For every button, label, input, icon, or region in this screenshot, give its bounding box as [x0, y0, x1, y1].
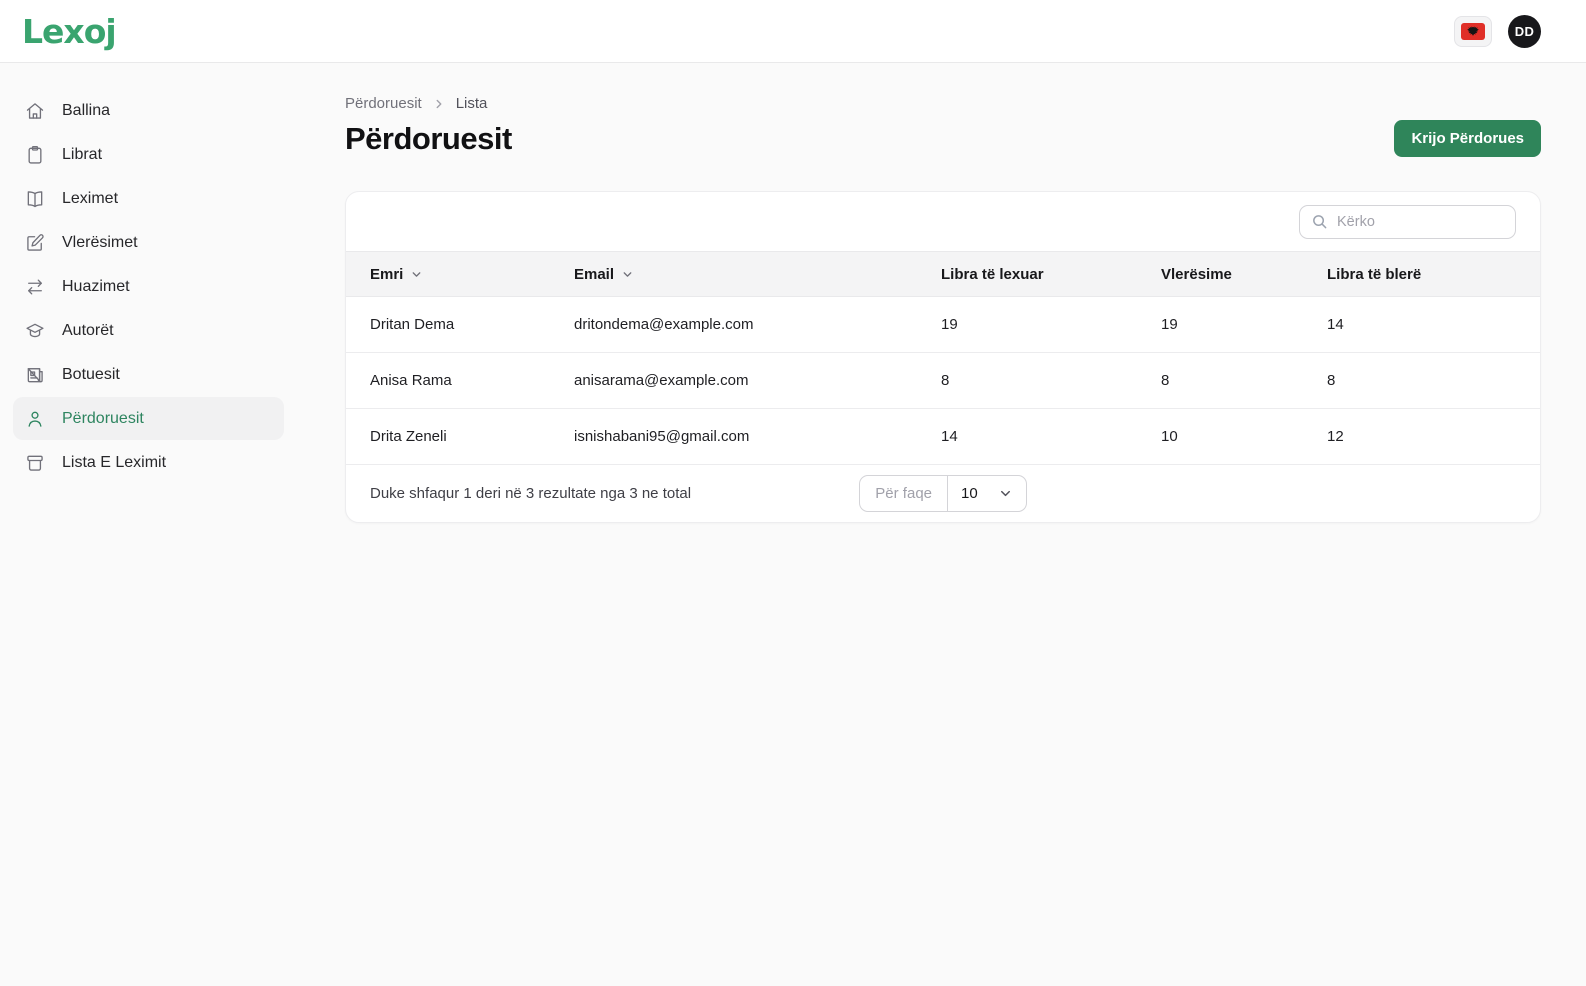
transfer-arrows-icon [25, 277, 45, 297]
home-icon [25, 101, 45, 121]
sidebar-item-label: Autorët [62, 321, 114, 339]
clipboard-icon [25, 145, 45, 165]
chevron-right-icon [432, 97, 446, 111]
sidebar-item-label: Përdoruesit [62, 409, 144, 427]
breadcrumb-parent[interactable]: Përdoruesit [345, 95, 422, 112]
header-actions [1454, 15, 1541, 48]
column-header-vleresime [1161, 266, 1327, 283]
sidebar-item-leximet[interactable] [13, 177, 284, 220]
sort-chevron-icon [621, 268, 634, 281]
sort-chevron-icon [410, 268, 423, 281]
column-header-emri[interactable] [370, 266, 574, 283]
sidebar-item-librat[interactable] [13, 133, 284, 176]
sidebar-item-autoret[interactable] [13, 309, 284, 352]
cell-name: Drita Zeneli [370, 428, 447, 445]
sidebar-item-label: Leximet [62, 189, 119, 207]
sidebar-item-label: Botuesit [62, 365, 120, 383]
table-header-row [346, 251, 1540, 297]
sidebar-item-botuesit[interactable] [13, 353, 284, 396]
column-header-label: Libra të blerë [1327, 265, 1422, 283]
table-row[interactable] [346, 353, 1540, 409]
sidebar-item-vleresimet[interactable] [13, 221, 284, 264]
sidebar-item-huazimet[interactable] [13, 265, 284, 308]
double-headed-eagle-icon [1465, 25, 1481, 37]
per-page-control [859, 475, 1026, 512]
column-header-libra-te-blere [1327, 266, 1516, 283]
search-icon [1311, 213, 1328, 230]
results-summary: Duke shfaqur 1 deri në 3 rezultate nga 3 ne total [370, 485, 692, 502]
cell-books-read: 8 [941, 372, 950, 389]
users-table-card [345, 191, 1541, 523]
cell-books-bought: 12 [1327, 428, 1344, 445]
search-input[interactable] [1337, 214, 1504, 230]
graduation-cap-icon [25, 321, 45, 341]
sidebar-item-label: Vlerësimet [62, 233, 138, 251]
sidebar [0, 63, 297, 986]
albanian-flag-icon [1461, 23, 1485, 40]
cell-books-read: 19 [941, 316, 958, 333]
cell-ratings: 8 [1161, 372, 1170, 389]
language-switcher-button[interactable] [1454, 16, 1492, 47]
search-box [1299, 205, 1516, 239]
per-page-label: Për faqe [860, 476, 948, 511]
table-footer [346, 465, 1540, 522]
breadcrumb-current: Lista [455, 95, 488, 112]
column-header-email[interactable] [574, 266, 941, 283]
cell-books-bought: 8 [1327, 372, 1336, 389]
sidebar-item-perdoruesit[interactable] [13, 397, 284, 440]
book-open-icon [25, 189, 45, 209]
chevron-down-icon [998, 486, 1013, 501]
create-user-button[interactable]: Krijo Përdorues [1394, 120, 1541, 157]
column-header-label: Emri [370, 265, 404, 283]
app-logo[interactable]: Lexoj [22, 11, 116, 51]
edit-icon [25, 233, 45, 253]
column-header-libra-te-lexuar [941, 266, 1161, 283]
cell-ratings: 19 [1161, 316, 1178, 333]
user-avatar[interactable]: DD [1508, 15, 1541, 48]
cell-email: isnishabani95@gmail.com [574, 428, 750, 445]
sidebar-item-label: Librat [62, 145, 103, 163]
breadcrumb [345, 95, 1541, 112]
table-row[interactable] [346, 297, 1540, 353]
per-page-select[interactable] [948, 476, 1026, 511]
main-content [297, 63, 1586, 986]
page-title: Përdoruesit [345, 120, 512, 156]
column-header-label: Vlerësime [1161, 265, 1232, 283]
column-header-label: Libra të lexuar [941, 265, 1044, 283]
cell-books-bought: 14 [1327, 316, 1344, 333]
sidebar-item-ballina[interactable] [13, 89, 284, 132]
table-toolbar [346, 192, 1540, 251]
cell-email: anisarama@example.com [574, 372, 749, 389]
sidebar-item-label: Lista E Leximit [62, 453, 167, 471]
sidebar-item-label: Huazimet [62, 277, 130, 295]
app-header [0, 0, 1586, 63]
table-row[interactable] [346, 409, 1540, 465]
cell-books-read: 14 [941, 428, 958, 445]
newspaper-icon [25, 365, 45, 385]
sidebar-item-lista-e-leximit[interactable] [13, 441, 284, 484]
cell-name: Dritan Dema [370, 316, 455, 333]
cell-email: dritondema@example.com [574, 316, 754, 333]
sidebar-item-label: Ballina [62, 101, 111, 119]
per-page-value: 10 [961, 485, 978, 502]
column-header-label: Email [574, 265, 615, 283]
cell-ratings: 10 [1161, 428, 1178, 445]
cell-name: Anisa Rama [370, 372, 452, 389]
archive-icon [25, 453, 45, 473]
user-icon [25, 409, 45, 429]
